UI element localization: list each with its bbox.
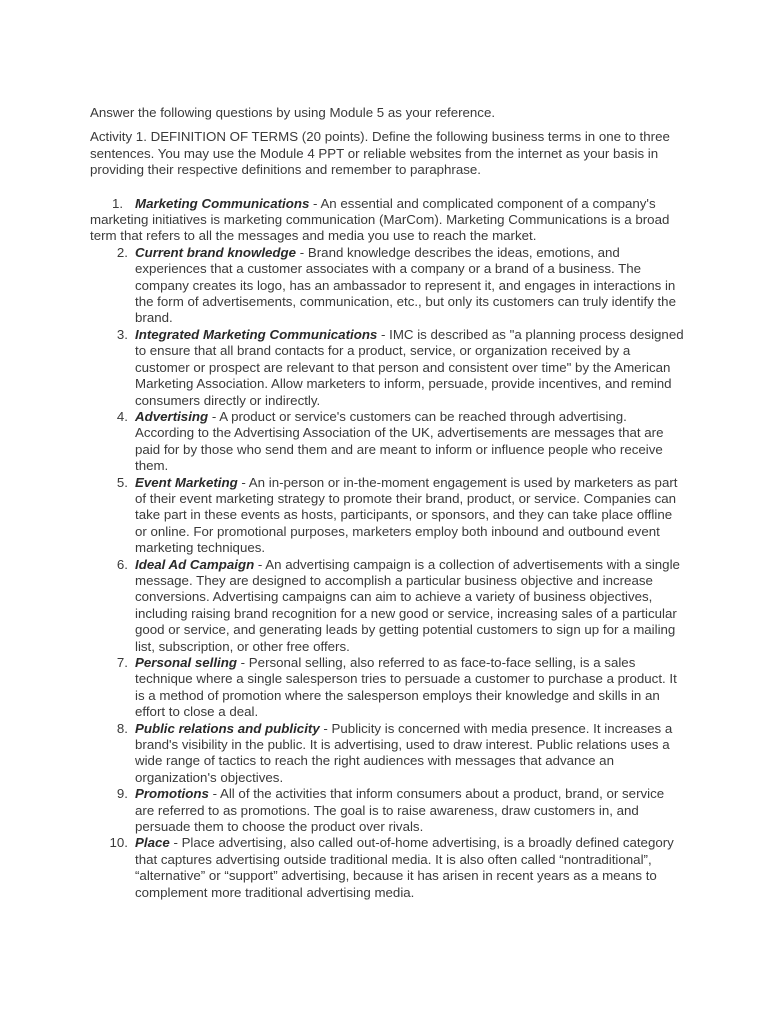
- term-title: Integrated Marketing Communications: [135, 326, 378, 342]
- activity-instructions: Activity 1. DEFINITION OF TERMS (20 points). Define the following business terms in one to three sentences. You may use the Module 4 PPT or reliable websites from the internet as your basis in providing their respective definitions and remember to paraphrase.: [90, 129, 670, 178]
- term-item: [90, 835, 684, 901]
- term-item: [90, 655, 684, 721]
- term-definition: - Personal selling, also referred to as face-to-face selling, is a sales technique where a single salesperson tries to persuade a customer to purchase a product. It is a method of promotion where the salesperson employs their knowledge and skills in an effort to close a deal.: [135, 655, 677, 720]
- term-number: 3.: [116, 326, 128, 342]
- term-item: [90, 786, 684, 835]
- intro-text: Answer the following questions by using Module 5 as your reference.: [90, 105, 496, 120]
- term-title: Advertising: [135, 408, 209, 424]
- term-title: Event Marketing: [135, 474, 238, 490]
- term-number: 2.: [116, 244, 128, 260]
- term-number: 5.: [116, 474, 128, 490]
- term-number: 6.: [116, 556, 128, 572]
- term-title: Public relations and publicity: [135, 720, 320, 736]
- term-definition: - An advertising campaign is a collection of advertisements with a single message. They are designed to accomplish a particular business objective and increase conversions. Advertising campaigns can aim to achieve a variety of business objectives, including raising brand recognition for a new good or service, increasing sales of a particular good or service, and generating leads by getting potential customers to sign up for a mailing list, subscription, or other free offers.: [135, 556, 680, 654]
- term-definition: - A product or service's customers can be reached through advertising. According to the Advertising Association of the UK, advertisements are messages that are paid for by those who send them and are meant to inform or influence people who receive them.: [135, 408, 664, 474]
- term-item: [90, 245, 684, 327]
- term-title: Promotions: [135, 786, 209, 802]
- term-number: 8.: [116, 720, 128, 736]
- term-definition: - Brand knowledge describes the ideas, emotions, and experiences that a customer associates with a company or a brand of a business. The company creates its logo, has an ambassador to represent it, and engages in interactions in the form of advertisements, communication, etc., but only its customers can truly identify the brand.: [135, 244, 676, 326]
- term-definition: - Publicity is concerned with media presence. It increases a brand's visibility in the public. It is advertising, used to draw interest. Public relations uses a wide range of tactics to reach the right audiences with messages that advance an organization's objectives.: [135, 720, 673, 785]
- term-item: [90, 475, 684, 557]
- term-number: 10.: [109, 835, 128, 851]
- term-title: Ideal Ad Campaign: [135, 556, 255, 572]
- term-title: Place: [135, 835, 170, 851]
- term-number: 7.: [116, 655, 128, 670]
- term-title: Marketing Communications: [135, 195, 310, 211]
- term-number: 9.: [116, 786, 128, 802]
- term-number: 1.: [112, 195, 124, 211]
- term-title: Personal selling: [135, 655, 237, 670]
- term-definition: - An essential and complicated component of a company's marketing initiatives is marketing communication (MarCom). Marketing Communications is a broad term that refers to all the messages and media you use to reach the market.: [90, 195, 670, 244]
- term-item: [90, 409, 684, 475]
- term-item: [90, 557, 684, 655]
- term-definition: - IMC is described as "a planning process designed to ensure that all brand contacts for a product, service, or organization received by a customer or prospect are relevant to that person and consistent over time" by the American Marketing Association. Allow marketers to inform, persuade, provide incentives, and remind consumers directly or indirectly.: [135, 326, 684, 408]
- term-definition: - Place advertising, also called out-of-home advertising, is a broadly defined category that captures advertising outside traditional media. It is also often called “nontraditional”, “alternative” or “support” advertising, because it has arisen in recent years as a means to complement more traditional advertising media.: [135, 835, 674, 900]
- terms-list: [90, 196, 684, 901]
- term-number: 4.: [116, 408, 128, 424]
- term-definition: - All of the activities that inform consumers about a product, brand, or service are referred to as promotions. The goal is to raise awareness, draw customers in, and persuade them to choose the product over rivals.: [135, 786, 665, 835]
- term-title: Current brand knowledge: [135, 244, 297, 260]
- term-item: [90, 721, 684, 787]
- term-definition: - An in-person or in-the-moment engagement is used by marketers as part of their event marketing strategy to promote their brand, product, or service. Companies can take part in these events as hosts, participants, or sponsors, and they can take place offline or online. For promotional purposes, marketers employ both inbound and outbound event marketing techniques.: [135, 474, 678, 556]
- term-item: [90, 327, 684, 409]
- term-item: [90, 196, 684, 245]
